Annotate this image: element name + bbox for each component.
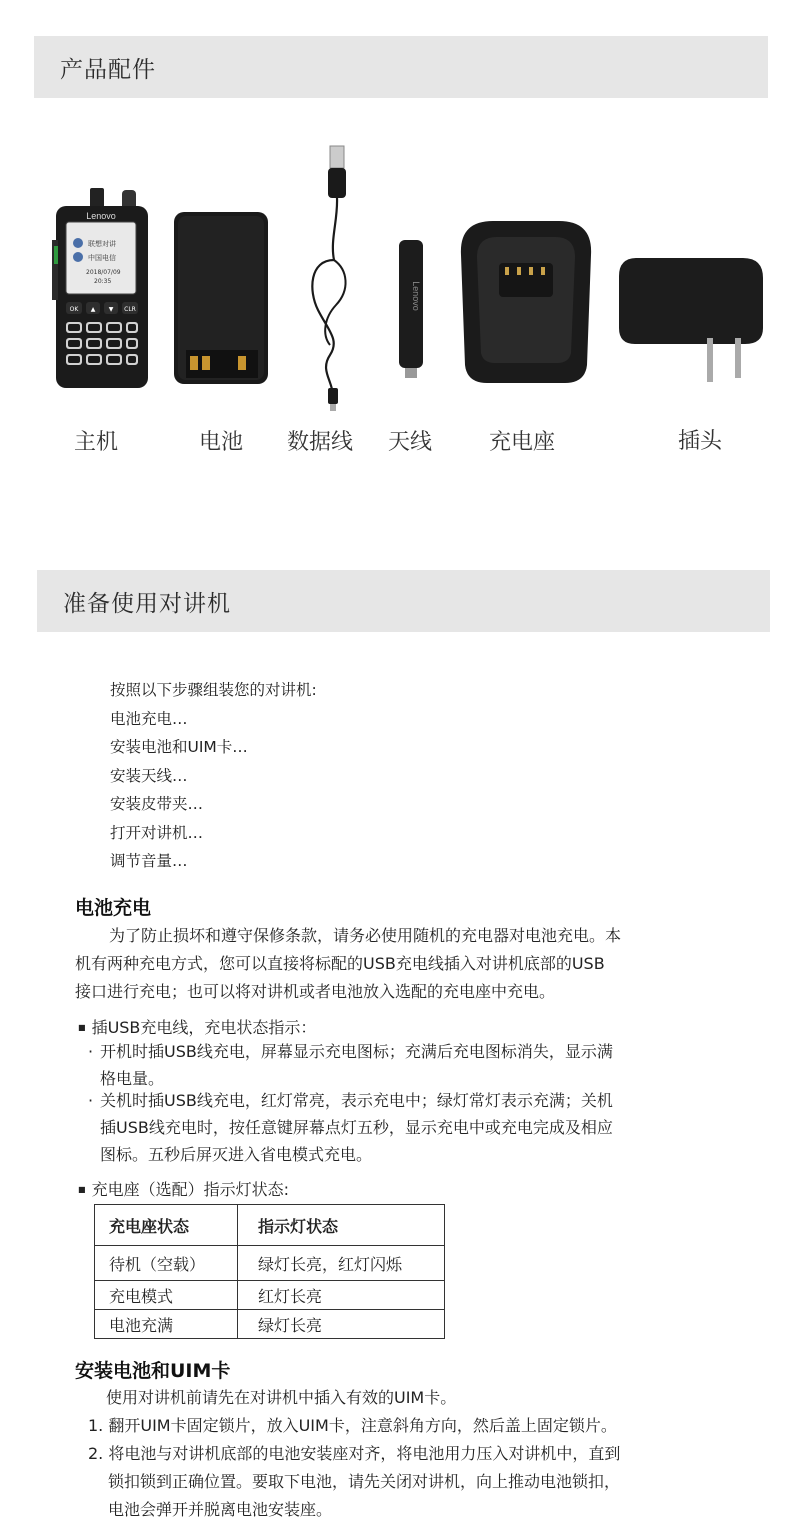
key-ok: OK <box>69 306 79 313</box>
caption-plug: 插头 <box>678 429 723 454</box>
screen-date: 2018/07/09 <box>86 269 121 276</box>
table-cell: 待机（空载） <box>95 1246 238 1281</box>
paragraph-line: 机有两种充电方式，您可以直接将标配的USB充电线插入对讲机底部的USB <box>75 954 605 973</box>
item-line: 图标。五秒后屏灭进入省电模式充电。 <box>100 1145 373 1164</box>
table-cell: 绿灯长亮 <box>238 1310 445 1339</box>
table-cell: 绿灯长亮，红灯闪烁 <box>238 1246 445 1281</box>
heading-charging: 电池充电 <box>75 897 152 919</box>
step-item: 打开对讲机… <box>110 823 204 842</box>
heading-install: 安装电池和UIM卡 <box>75 1360 231 1382</box>
table-cell: 充电模式 <box>95 1281 238 1310</box>
caption-cable: 数据线 <box>287 430 354 455</box>
caption-battery: 电池 <box>199 430 244 455</box>
power-plug-image <box>615 252 767 384</box>
step-line: 电池会弹开并脱离电池安装座。 <box>108 1500 333 1519</box>
step-item: 安装天线… <box>110 766 188 785</box>
table-header: 充电座状态 <box>95 1205 238 1246</box>
table-row <box>95 1281 445 1310</box>
screen-time: 20:35 <box>94 278 112 285</box>
item-line: 关机时插USB线充电，红灯常亮，表示充电中；绿灯常灯表示充满；关机 <box>100 1091 613 1110</box>
screen-item-2: 中国电信 <box>88 254 116 262</box>
table-header-row <box>95 1205 445 1246</box>
step-line: 1. 翻开UIM卡固定锁片，放入UIM卡，注意斜角方向，然后盖上固定锁片。 <box>88 1416 617 1435</box>
install-step <box>88 1412 708 1440</box>
battery-image <box>170 210 272 388</box>
item-line: 格电量。 <box>100 1069 165 1088</box>
section-title: 准备使用对讲机 <box>63 590 231 617</box>
step-item: 电池充电… <box>110 709 188 728</box>
paragraph-line: 接口进行充电；也可以将对讲机或者电池放入选配的充电座中充电。 <box>75 982 556 1001</box>
step-item: 安装皮带夹… <box>110 795 204 813</box>
antenna-logo: Lenovo <box>411 281 421 311</box>
install-intro: 使用对讲机前请先在对讲机中插入有效的UIM卡。 <box>106 1388 457 1407</box>
item-line: 开机时插USB线充电，屏幕显示充电图标；充满后充电图标消失，显示满 <box>100 1042 613 1061</box>
section-banner-prepare <box>37 570 770 632</box>
caption-radio: 主机 <box>74 430 119 455</box>
table-cell: 电池充满 <box>95 1310 238 1339</box>
usb-status-item: · 关机时插USB线充电，红灯常亮，表示充电中；绿灯常灯表示充满；关机 插USB线充电时，按任意键屏幕点灯五秒，显示充电中或充电完成及相应 图标。五秒后屏灭进入省电模式充电。 <box>100 1087 700 1168</box>
step-item: 调节音量… <box>110 852 188 870</box>
section-title: 产品配件 <box>60 56 156 83</box>
key-clr: CLR <box>124 306 136 313</box>
antenna-image <box>395 236 431 386</box>
section-banner-accessories <box>34 36 768 98</box>
table-header: 指示灯状态 <box>238 1205 445 1246</box>
install-step <box>88 1440 708 1524</box>
caption-antenna: 天线 <box>388 430 433 455</box>
screen-item-1: 联想对讲 <box>88 240 116 248</box>
paragraph-line: 为了防止损坏和遵守保修条款，请务必使用随机的充电器对电池充电。本 <box>109 926 622 945</box>
key-up: ▲ <box>90 306 96 313</box>
usb-status-item: · 开机时插USB线充电，屏幕显示充电图标；充满后充电图标消失，显示满 格电量。 <box>100 1038 700 1092</box>
table-row <box>95 1246 445 1281</box>
charging-paragraph <box>75 922 695 1006</box>
table-cell: 红灯长亮 <box>238 1281 445 1310</box>
usb-cable-image <box>300 140 366 415</box>
usb-status-title: ■ 插USB充电线，充电状态指示： <box>78 1015 316 1038</box>
step-line: 锁扣锁到正确位置。要取下电池，请先关闭对讲机，向上推动电池锁扣， <box>108 1472 621 1491</box>
charging-dock-image <box>453 215 599 387</box>
table-row <box>95 1310 445 1339</box>
step-line: 2. 将电池与对讲机底部的电池安装座对齐，将电池用力压入对讲机中，直到 <box>88 1444 621 1463</box>
radio-image <box>50 180 154 392</box>
caption-dock: 充电座 <box>489 430 556 455</box>
step-item: 安装电池和UIM卡… <box>110 738 248 756</box>
dock-status-title: ■ 充电座（选配）指示灯状态: <box>78 1177 289 1200</box>
key-down: ▼ <box>108 306 114 313</box>
dock-status-table <box>94 1204 445 1339</box>
steps-intro: 按照以下步骤组装您的对讲机: <box>110 681 317 699</box>
assembly-steps <box>110 676 317 876</box>
brand-logo: Lenovo <box>86 211 116 221</box>
item-line: 插USB线充电时，按任意键屏幕点灯五秒，显示充电中或充电完成及相应 <box>100 1118 613 1137</box>
